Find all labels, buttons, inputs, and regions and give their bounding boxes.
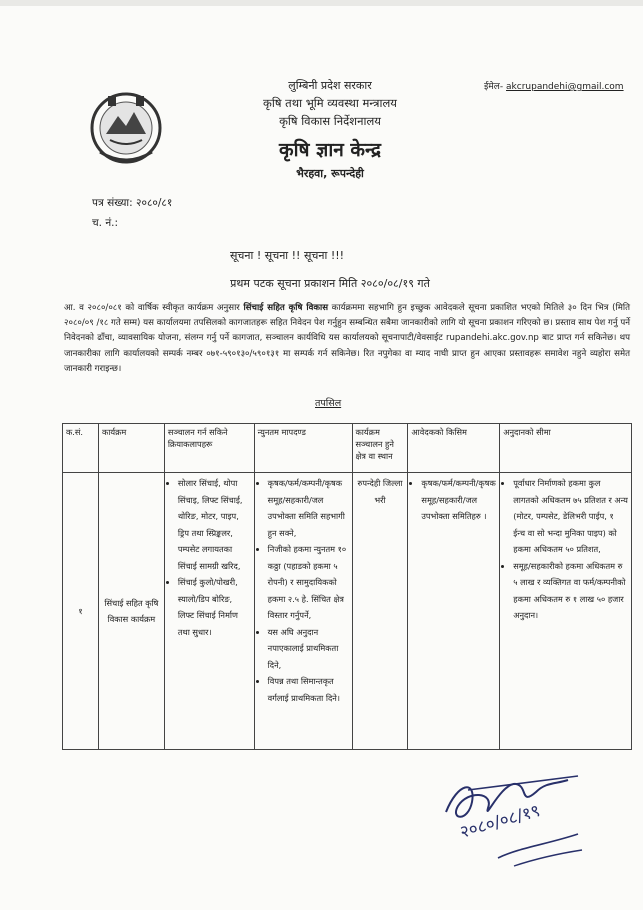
table-header-row: [63, 424, 632, 473]
notice-paragraph: [64, 301, 630, 377]
activity-item: • सिंचाई कुलो/पोखरी, स्यालो/डिप बोरिङ, लिफ्ट सिंचाई निर्माण तथा सुधार।: [178, 574, 251, 640]
scan-edge: [0, 0, 643, 6]
email-line: [484, 79, 624, 92]
col-header-limit: अनुदानको सीमा: [500, 424, 632, 473]
office-title: कृषि ज्ञान केन्द्र: [279, 139, 381, 161]
notice-heading: प्रथम पटक सूचना प्रकाशन मिति २०८०/०८/१९ गते: [230, 277, 430, 290]
dispatch-number: च. नं.:: [92, 217, 119, 229]
notice-banner: सूचना ! सूचना !! सूचना !!!: [230, 249, 345, 262]
criteria-item: • कृषक/फर्म/कम्पनी/कृषक समूह/सहकारी/जल उपभोक्ता समिति सहभागी हुन सक्ने,: [268, 475, 349, 541]
handwritten-signature: [428, 762, 598, 872]
cell-limit: [500, 473, 632, 750]
limit-item: • समूह/सहकारीको हकमा अधिकतम रु ५ लाख र व्यक्तिगत वा फर्म/कम्पनीको हकमा अधिकतम रु १ लाख ५० हजार अनुदान।: [513, 558, 628, 624]
cell-area: रुपन्देही जिल्ला भरी: [352, 473, 408, 750]
header-ministry: कृषि तथा भूमि व्यवस्था मन्त्रालय: [263, 96, 397, 110]
para-program-name: सिंचाई सहित कृषि विकास: [243, 303, 329, 313]
cell-applicant: [408, 473, 500, 750]
header-directorate: कृषि विकास निर्देशनालय: [279, 114, 381, 128]
email-label: ईमेल-: [484, 82, 504, 92]
table-row: [63, 473, 632, 750]
signature-date: २०८०/०८/१९: [457, 800, 543, 843]
cell-criteria: [254, 473, 352, 750]
col-header-area: कार्यक्रम सञ्चालन हुने क्षेत्र वा स्थान: [352, 424, 408, 473]
cell-activities: [164, 473, 254, 750]
header-government: लुम्बिनी प्रदेश सरकार: [288, 79, 372, 92]
cell-sn: १: [63, 473, 99, 750]
cell-program: सिंचाई सहित कृषि विकास कार्यक्रम: [98, 473, 164, 750]
criteria-item: • निजीको हकमा न्युनतम १० कठ्ठा (पहाडको हकमा ५ रोपनी) र सामुदायिकको हकमा २.५ हे. सिंचित क्षेत्र विस्तार गर्नुपर्ने,: [268, 541, 349, 624]
col-header-activities: सञ्चालन गर्न सकिने क्रियाकलापहरू: [164, 424, 254, 473]
office-location: भैरहवा, रूपन्देही: [296, 167, 364, 180]
criteria-item: • यस अघि अनुदान नपाएकालाई प्राथमिकता दिने,: [268, 624, 349, 674]
col-header-program: कार्यक्रम: [98, 424, 164, 473]
email-address: akcrupandehi@gmail.com: [506, 82, 624, 92]
criteria-item: • विपन्न तथा सिमान्तकृत वर्गलाई प्राथमिकता दिने।: [268, 673, 349, 706]
applicant-item: • कृषक/फर्म/कम्पनी/कृषक समूह/सहकारी/जल उपभोक्ता समितिहरु ।: [421, 475, 496, 525]
col-header-sn: क.सं.: [63, 424, 99, 473]
col-header-criteria: न्युनतम मापदण्ड: [254, 424, 352, 473]
nepal-emblem-icon: [88, 88, 164, 166]
details-table: [62, 423, 632, 750]
letter-number: पत्र संख्या: २०८०/८१: [92, 197, 173, 209]
activity-item: • सोलार सिंचाई, थोपा सिंचाइ, लिफ्ट सिंचाई, थोरिङ, मोटर, पाइप, ड्रिप तथा स्प्रिङ्कलर, पम्पसेट लगायतका सिंचाई सामग्री खरिद,: [178, 475, 251, 574]
limit-item: • पूर्वाधार निर्माणको हकमा कुल लागतको अधिकतम ७५ प्रतिशत र अन्य (मोटर, पम्पसेट, डेलिभरी पाईप, १ ईन्च वा सो भन्दा मुनिका पाइप) को हकमा अधिकतम ५० प्रतिशत,: [513, 475, 628, 558]
para-part2: कार्यक्रममा सहभागि हुन इच्छुक आवेदकले सूचना प्रकाशित भएको मितिले ३० दिन भित्र (मिति २०८०/०९ /१८ गते सम्म) यस कार्यालयमा तपसिलको कागजातहरू सहित निवेदन पेश गर्नुहुन सम्बन्धित सबैमा जानकारीको लागि यो सूचना प्रकाशन गरिएको छ। प्रस्ताव साथ पेश गर्नु पर्ने निवेदनको ढाँचा, व्यावसायिक योजना, संलग्न गर्नु पर्ने कागजात, सञ्चालन कार्यविधि यस कार्यालयको सूचनापाटी/वेवसाईट rupandehi.akc.gov.np बाट प्राप्त गर्न सकिनेछ। थप जानकारीका लागि कार्यालयको सम्पर्क नम्बर ०७१-५९०१३०/५९०१३१ मा सम्पर्क गर्न सकिनेछ। रित नपुगेका वा म्याद नाघी प्राप्त हुन आएका प्रस्तावहरू समावेश नहुने व्यहोरा समेत जानकारी गराइन्छ।: [64, 303, 631, 374]
para-part1: आ. व २०८०/०८१ को वार्षिक स्वीकृत कार्यक्रम अनुसार: [64, 303, 240, 313]
col-header-applicant: आवेदकको किसिम: [408, 424, 500, 473]
table-title: तपसिल: [315, 398, 342, 409]
